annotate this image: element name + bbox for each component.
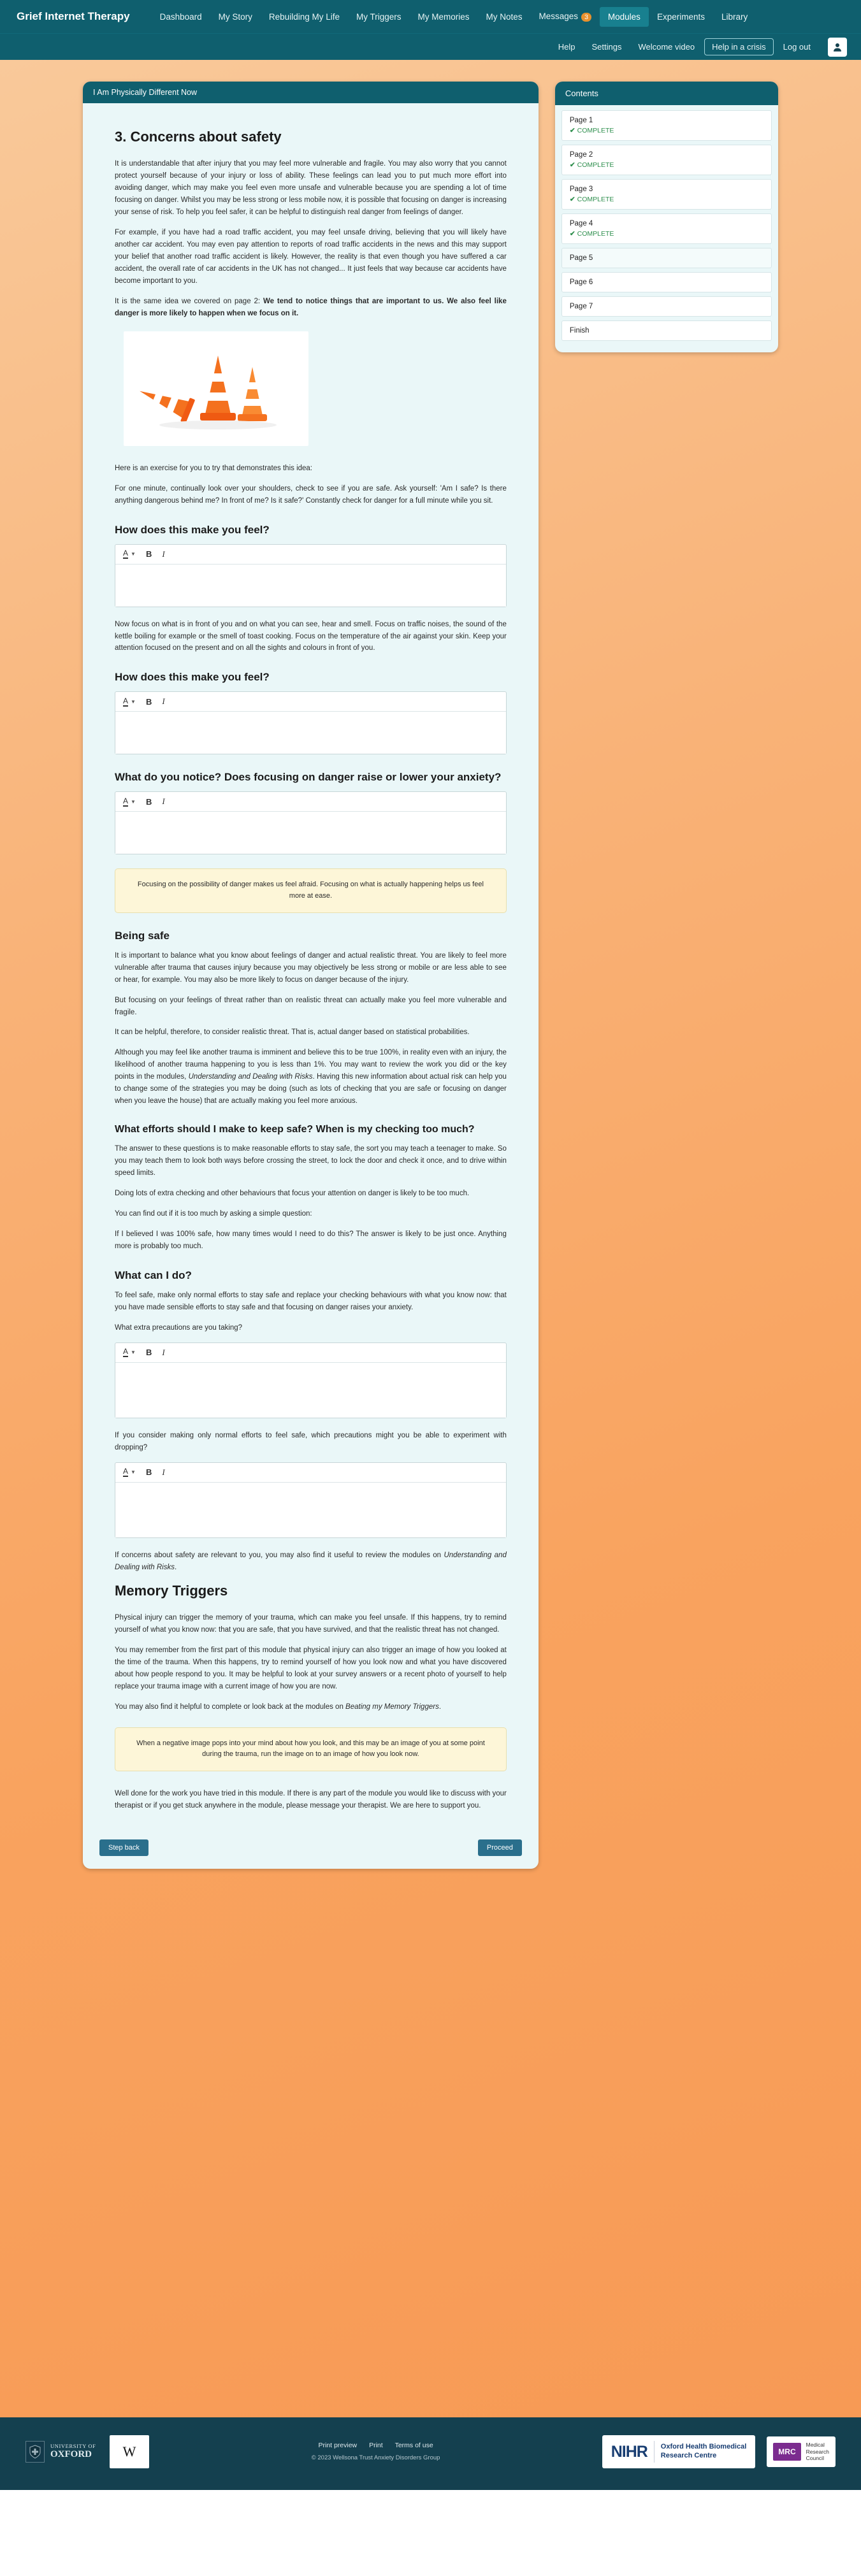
oxford-line-1: UNIVERSITY OF [50, 2443, 96, 2450]
italic-button[interactable]: I [162, 796, 165, 807]
being-safe-heading: Being safe [115, 929, 170, 942]
efforts-heading: What efforts should I make to keep safe? When is my checking too much? [115, 1124, 475, 1135]
nav-label: My Triggers [356, 11, 402, 22]
answer-editor-1[interactable] [115, 544, 507, 607]
italic-button[interactable]: I [162, 1467, 165, 1477]
nav-item-dashboard[interactable] [152, 7, 210, 27]
chevron-down-icon: ▼ [131, 1469, 136, 1476]
contents-item-page-6[interactable] [561, 272, 772, 292]
contents-item-finish[interactable] [561, 320, 772, 341]
what-can-i-do-paragraph-1: To feel safe, make only normal efforts to stay safe and replace your checking behaviours with what you know now: that you have made sensible efforts to stay safe and that focusing on danger raises your anxiety. [115, 1292, 507, 1312]
paragraph-focus-present: Now focus on what is in front of you and on what you can see, hear and smell. Focus on traffic noises, the sound of the kettle boiling for example or the smell of toast cooking. Focus on the temperature of the air against your skin. Keep your attention focused on the present and on all the sights and colours in front of you. [115, 620, 507, 652]
print-link[interactable]: Print [369, 2442, 383, 2449]
chevron-down-icon: ▼ [131, 798, 136, 805]
being-safe-paragraph-3: It can be helpful, therefore, to consider realistic threat. That is, actual danger based on statistical probabilities. [115, 1028, 470, 1037]
nihr-wordmark: NIHR [611, 2442, 648, 2461]
nihr-subtitle-line-2: Research Centre [660, 2452, 717, 2459]
contents-item-title: Page 6 [569, 278, 593, 286]
font-color-label: A [123, 696, 129, 705]
contents-item-page-4[interactable] [561, 213, 772, 244]
what-can-i-do-heading: What can I do? [115, 1269, 192, 1282]
memory-triggers-heading: Memory Triggers [115, 1582, 228, 1599]
module-header-title: I Am Physically Different Now [83, 82, 539, 103]
question-3-label: What do you notice? Does focusing on danger raise or lower your anxiety? [115, 771, 502, 784]
mrc-logo [767, 2436, 836, 2467]
mrc-subtitle-line-3: Council [806, 2455, 824, 2462]
font-color-button[interactable] [123, 797, 136, 807]
footer-link-row [312, 2440, 440, 2452]
nav-item-library[interactable] [713, 7, 756, 27]
nav-item-my-story[interactable] [210, 7, 261, 27]
contents-item-title: Page 5 [569, 254, 593, 262]
contents-item-page-7[interactable] [561, 296, 772, 317]
editor-toolbar-2 [115, 692, 506, 712]
oxford-logo-text [50, 2443, 96, 2460]
closing-risks-a: If concerns about safety are relevant to you, you may also find it useful to review the modules on [115, 1551, 444, 1559]
being-safe-paragraph-2: But focusing on your feelings of threat rather than on realistic threat can actually make you feel more vulnerable and fragile. [115, 996, 507, 1016]
proceed-button[interactable]: Proceed [478, 1839, 522, 1856]
editor-toolbar-1 [115, 545, 506, 565]
contents-item-title: Page 2 [569, 151, 593, 159]
answer-textarea-4[interactable] [115, 1363, 506, 1418]
memory-triggers-paragraph-1: Physical injury can trigger the memory of your trauma, which can make you feel unsafe. If this happens, try to remind yourself of what you know now: that you are safe, that you have survived, and that the realistic threat has not changed. [115, 1613, 507, 1634]
editor-toolbar-3 [115, 792, 506, 812]
svg-text:W: W [123, 2443, 136, 2459]
dropping-precautions-question-label: If you consider making only normal efforts to feel safe, which precautions might you be able to experiment with dropping? [115, 1431, 507, 1451]
copyright-text: © 2023 Wellsona Trust Anxiety Disorders Group [311, 2454, 440, 2461]
nihr-subtitle [661, 2443, 746, 2461]
wellcome-trust-logo [110, 2435, 149, 2468]
contents-item-status [570, 161, 763, 169]
contents-item-page-2[interactable] [561, 145, 772, 175]
nav-label: My Memories [417, 11, 470, 22]
bold-button[interactable]: B [145, 549, 152, 559]
contents-item-page-5[interactable] [561, 248, 772, 268]
print-preview-link[interactable]: Print preview [318, 2442, 358, 2449]
mrc-subtitle-line-2: Research [806, 2448, 829, 2455]
check-icon: ✔ [569, 161, 575, 169]
answer-editor-5[interactable] [115, 1462, 507, 1538]
paragraph-same-idea [115, 296, 507, 320]
nav-label: Library [721, 11, 748, 22]
messages-badge: 3 [581, 13, 591, 22]
welcome-video-link[interactable]: Welcome video [638, 42, 695, 52]
module-link-beating-memory-triggers[interactable]: Beating my Memory Triggers [345, 1702, 439, 1711]
closing-risks-paragraph [115, 1550, 507, 1574]
efforts-paragraph-3: You can find out if it is too much by asking a simple question: [115, 1210, 312, 1218]
log-out-link[interactable]: Log out [783, 42, 811, 52]
bold-button[interactable]: B [145, 796, 152, 807]
nav-item-messages[interactable] [531, 6, 600, 26]
oxford-university-logo [25, 2441, 96, 2463]
final-paragraph: Well done for the work you have tried in this module. If there is any part of the module you would like to discuss with your therapist or if you get stuck anywhere in the module, please message your therapist. We are here to support you. [115, 1789, 507, 1810]
same-idea-bold: We tend to notice things that are important to us. We also feel like danger is more likely to happen when we focus on it. [115, 297, 507, 317]
check-icon: ✔ [569, 196, 575, 203]
contents-item-status [570, 127, 763, 134]
nav-label: Messages [539, 11, 579, 22]
contents-item-status-text: COMPLETE [577, 161, 614, 169]
contents-item-status-text: COMPLETE [577, 230, 614, 238]
contents-item-title: Page 1 [569, 117, 593, 124]
being-safe-paragraph-4 [115, 1047, 507, 1107]
italic-button[interactable]: I [162, 696, 165, 707]
page-layout [0, 82, 861, 1869]
editor-toolbar-4 [115, 1343, 506, 1363]
chevron-down-icon: ▼ [131, 551, 136, 558]
crest-shield-icon [29, 2445, 41, 2459]
traffic-cones-image [124, 331, 308, 446]
contents-item-title: Page 3 [569, 185, 593, 193]
contents-item-page-3[interactable] [561, 179, 772, 210]
nav-item-my-notes[interactable] [478, 7, 531, 27]
memory-triggers-p3-b: . [438, 1702, 442, 1711]
nav-label: My Notes [486, 11, 523, 22]
paragraph-exercise-intro: Here is an exercise for you to try that demonstrates this idea: [115, 464, 313, 472]
font-color-button[interactable] [123, 697, 136, 707]
precautions-question-label: What extra precautions are you taking? [115, 1324, 243, 1332]
help-link[interactable]: Help [558, 42, 575, 52]
italic-button[interactable]: I [162, 1347, 165, 1357]
efforts-paragraph-4: If I believed I was 100% safe, how many times would I need to do this? The answer is likely to be just once. Anything more is probably too much. [115, 1230, 507, 1251]
contents-panel [555, 82, 778, 352]
nav-label: My Story [218, 11, 252, 22]
traffic-cones-illustration [136, 338, 296, 440]
paragraph-exercise-instructions: For one minute, continually look over your shoulders, check to see if you are safe. Ask yourself: 'Am I safe? Is there anything dangerous behind me? In front of me? Is it safe?' Constantly check for danger for a full minute while you sit. [115, 484, 507, 505]
chevron-down-icon: ▼ [131, 698, 136, 705]
callout-negative-image: When a negative image pops into your mind about how you look, and this may be an image of you at some point during the trauma, run the image on to an image of how you look now. [115, 1727, 507, 1771]
contents-list [555, 105, 778, 352]
font-color-label: A [123, 1467, 129, 1476]
nihr-logo [602, 2435, 756, 2468]
nihr-divider [654, 2441, 655, 2463]
mrc-badge: MRC [773, 2443, 800, 2461]
contents-item-status [570, 230, 763, 238]
nav-label: Modules [607, 11, 640, 22]
memory-triggers-p3-a: You may also find it helpful to complete or look back at the modules on [115, 1702, 346, 1711]
terms-of-use-link[interactable]: Terms of use [394, 2442, 433, 2449]
wellcome-w-icon [119, 2441, 140, 2463]
oxford-line-2: OXFORD [50, 2449, 92, 2460]
memory-triggers-paragraph-3 [115, 1701, 507, 1713]
page-background [0, 60, 861, 2417]
font-color-button[interactable] [123, 549, 136, 559]
answer-textarea-1[interactable] [115, 565, 506, 607]
nav-item-modules[interactable] [600, 7, 649, 27]
answer-textarea-2[interactable] [115, 712, 506, 754]
font-color-label: A [123, 549, 129, 558]
nav-label: Rebuilding My Life [268, 11, 340, 22]
module-link-risks[interactable]: Understanding and Dealing with Risks [188, 1073, 313, 1081]
top-navigation-bar [0, 0, 861, 33]
bold-button[interactable]: B [145, 1467, 152, 1478]
page-footer [0, 2417, 861, 2490]
callout-focus-danger: Focusing on the possibility of danger makes us feel afraid. Focusing on what is actually happening helps us feel more at ease. [115, 868, 507, 912]
module-footer [83, 1829, 539, 1869]
nav-label: Experiments [656, 11, 705, 22]
efforts-paragraph-1: The answer to these questions is to make reasonable efforts to stay safe, the sort you may teach a teenager to make. So you may teach them to look both ways before crossing the street, to lock the door and check it once, and to drive within speed limits. [115, 1145, 507, 1177]
bold-button[interactable]: B [145, 696, 152, 707]
closing-risks-b: . [174, 1563, 177, 1571]
mrc-subtitle [806, 2442, 829, 2462]
main-nav-items [152, 6, 756, 26]
contents-item-title: Page 4 [569, 220, 593, 227]
module-link-risks-2[interactable]: Understanding and Dealing with Risks [115, 1551, 507, 1571]
contents-item-title: Page 7 [569, 303, 593, 310]
footer-links [312, 2440, 440, 2464]
answer-editor-3[interactable] [115, 791, 507, 854]
font-color-button[interactable] [123, 1467, 136, 1477]
help-in-a-crisis-button[interactable]: Help in a crisis [704, 38, 774, 55]
module-body [83, 103, 539, 1829]
font-color-label: A [123, 796, 129, 805]
check-icon: ✔ [569, 230, 575, 238]
nav-item-rebuilding-my-life[interactable] [261, 7, 348, 27]
mrc-subtitle-line-1: Medical [806, 2442, 825, 2449]
chevron-down-icon: ▼ [131, 1349, 136, 1356]
font-color-label: A [123, 1347, 129, 1356]
answer-editor-2[interactable] [115, 691, 507, 754]
nihr-subtitle-line-1: Oxford Health Biomedical [660, 2443, 747, 2451]
being-safe-paragraph-1: It is important to balance what you know about feelings of danger and actual realistic threat. You are likely to feel more vulnerable after trauma that causes injury because you may objectively be less strong or mobile or are less able to see or hear, for example. You may also be more likely to focus on danger because of the injury. [115, 951, 507, 984]
question-1-label: How does this make you feel? [115, 523, 270, 536]
nav-item-my-memories[interactable] [410, 7, 478, 27]
bold-button[interactable]: B [145, 1348, 152, 1358]
contents-item-title: Finish [569, 327, 590, 335]
contents-item-status-text: COMPLETE [577, 196, 614, 203]
step-back-button[interactable]: Step back [99, 1839, 148, 1856]
contents-header: Contents [555, 82, 778, 105]
page-title: 3. Concerns about safety [115, 129, 282, 145]
nav-item-experiments[interactable] [649, 7, 713, 27]
contents-item-page-1[interactable] [561, 110, 772, 141]
oxford-crest-icon [25, 2441, 45, 2463]
settings-link[interactable]: Settings [591, 42, 622, 52]
user-avatar[interactable] [828, 38, 847, 57]
footer-logos-left [25, 2435, 149, 2468]
answer-textarea-5[interactable] [115, 1483, 506, 1537]
paragraph-understandable: It is understandable that after injury that you may feel more vulnerable and fragile. You may also worry that you cannot protect yourself because of your injury or loss of ability. These feelings can lead you to put much more effort into avoiding danger, which may make you feel even more unsafe and vulnerable because you are spending a lot of time focusing on danger. Whilst you may be less strong or less mobile now, it is possible that focusing on danger is increasing your sense of risk. To help you feel safer, it can be helpful to distinguish real danger from feelings of danger. [115, 160, 507, 216]
secondary-navigation-bar [0, 33, 861, 60]
same-idea-prefix: It is the same idea we covered on page 2: [115, 297, 263, 305]
person-icon [832, 41, 843, 53]
italic-button[interactable]: I [162, 549, 165, 559]
efforts-paragraph-2: Doing lots of extra checking and other behaviours that focus your attention on danger is likely to be too much. [115, 1190, 470, 1198]
nav-label: Dashboard [159, 11, 202, 22]
memory-triggers-paragraph-2: You may remember from the first part of this module that physical injury can also trigger an image of how you looked at the time of the trauma. When this happens, try to remind yourself of how you look now and what you have discovered about how people respond to you. It may be helpful to look at your survey answers or a recent photo of yourself to help replace your trauma image with a current image of how you are now. [115, 1646, 507, 1690]
nav-item-my-triggers[interactable] [348, 7, 410, 27]
module-card [83, 82, 539, 1869]
contents-item-status [570, 196, 763, 203]
answer-textarea-3[interactable] [115, 812, 506, 854]
paragraph-example-rta: For example, if you have had a road traffic accident, you may feel unsafe driving, believing that you will likely have another car accident. You may even pay attention to reports of road traffic accidents in the news and this may support your belief that another road traffic accident is likely. However, the reality is that even though you have suffered a car accident, the overall rate of car accidents in the UK has not changed... It just feels that way because car accidents have become important to you. [115, 228, 507, 285]
being-safe-p4-b: . Having this new information about actual risk can help you to change some of the strategies you may be doing (such as lots of checking that you are safe or focusing on danger when you leave the house) that are actually making you feel more anxious. [115, 1073, 507, 1105]
footer-logos-right [602, 2435, 836, 2468]
editor-toolbar-5 [115, 1463, 506, 1483]
contents-item-status-text: COMPLETE [577, 127, 614, 134]
app-brand-title: Grief Internet Therapy [17, 10, 130, 22]
question-2-label: How does this make you feel? [115, 671, 270, 684]
font-color-button[interactable] [123, 1348, 136, 1357]
being-safe-p4-a: Although you may feel like another trauma is imminent and believe this to be true 100%, in reality even with an injury, the likelihood of another trauma happening to you is less than 1%. You may want to review the work you did or the key points in the modules, [115, 1049, 507, 1081]
answer-editor-4[interactable] [115, 1342, 507, 1418]
check-icon: ✔ [569, 127, 575, 134]
